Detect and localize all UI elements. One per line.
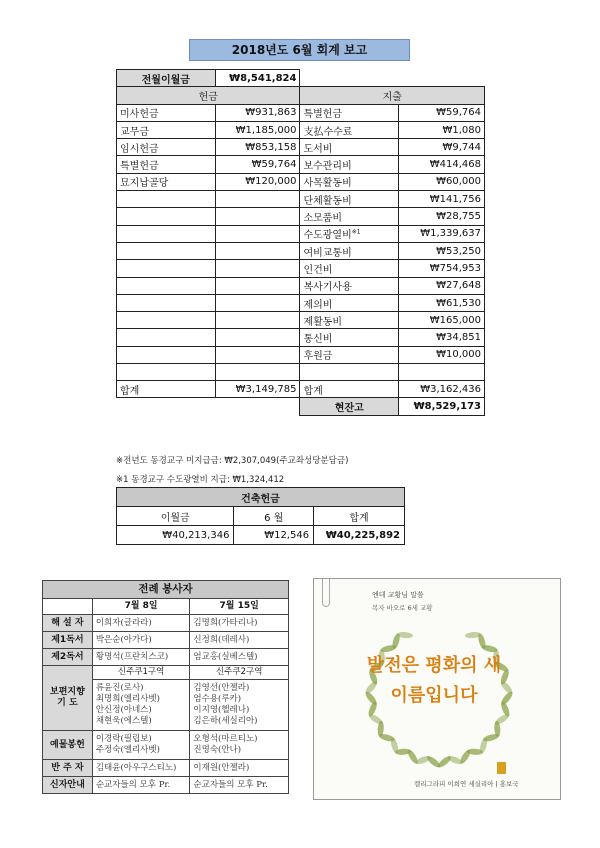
expense-total-value: ₩3,162,436	[399, 381, 485, 398]
server-2: 이재원(안젤라)	[190, 760, 289, 777]
reader2-2: 엄교홍(실베스텔)	[190, 649, 289, 666]
prayer-2-2: 이지영(헬레나)	[193, 705, 250, 715]
building-fund-table	[116, 487, 405, 545]
income-value: ₩931,863	[215, 104, 300, 121]
income-label: 특별헌금	[117, 156, 216, 173]
offertory-1-0: 이경락(필립보)	[95, 734, 152, 744]
date-1: 7월 8일	[92, 599, 190, 615]
income-value: ₩120,000	[215, 173, 300, 190]
expense-header: 지출	[300, 87, 485, 104]
building-col-carryover: 이월금	[117, 507, 234, 526]
expense-label: 제의비	[300, 294, 399, 311]
paperclip-icon	[322, 578, 330, 607]
income-value: ₩853,158	[215, 139, 300, 156]
building-total-value: ₩40,225,892	[314, 526, 405, 545]
finance-row	[117, 191, 485, 208]
finance-row	[117, 156, 485, 173]
seal-icon	[497, 762, 506, 774]
footnote-mark: ※1	[351, 228, 361, 236]
income-value	[215, 294, 300, 311]
expense-label: 소모품비	[300, 208, 399, 225]
finance-table	[116, 69, 485, 416]
building-col-total: 합계	[314, 507, 405, 526]
expense-label: 복사기사용	[300, 277, 399, 294]
finance-row	[117, 346, 485, 363]
prev-balance-value: ₩8,541,824	[215, 70, 300, 87]
parish-2: 신주쿠2구역	[190, 666, 289, 680]
income-label	[117, 329, 216, 346]
prayer-2-1: 엄수용(루카)	[193, 694, 242, 704]
finance-row	[117, 225, 485, 242]
role-prayer: 보편지향 기 도	[43, 666, 93, 731]
expense-label: 사목활동비	[300, 173, 399, 190]
balance-value: ₩8,529,173	[399, 398, 485, 415]
expense-value: ₩61,530	[399, 294, 485, 311]
role-reader2: 제2독서	[43, 649, 93, 666]
expense-total-label: 합계	[300, 381, 399, 398]
income-value	[215, 260, 300, 277]
income-label: 미사헌금	[117, 104, 216, 121]
income-label	[117, 191, 216, 208]
date-2: 7월 15일	[190, 599, 289, 615]
income-total-value: ₩3,149,785	[215, 381, 300, 398]
offertory-2-0: 오형석(마르티노)	[193, 734, 258, 744]
expense-label: 보수관리비	[300, 156, 399, 173]
income-label: 임시헌금	[117, 139, 216, 156]
prayer-1-2: 안신정(아네스)	[95, 705, 152, 715]
prayer-list-1	[92, 680, 190, 731]
notes	[116, 452, 348, 490]
income-value	[215, 225, 300, 242]
role-guide: 신자안내	[43, 777, 93, 794]
expense-label: 후원금	[300, 346, 399, 363]
finance-row	[117, 277, 485, 294]
prayer-1-3: 채현욱(에스텔)	[95, 716, 152, 726]
expense-value: ₩9,744	[399, 139, 485, 156]
building-month-value: ₩12,546	[234, 526, 314, 545]
guide-2: 순교자들의 모후 Pr.	[190, 777, 289, 794]
note-1: ※전년도 동경교구 미지급금: ₩2,307,049(주교좌성당분담금)	[116, 456, 349, 466]
expense-value: ₩59,764	[399, 104, 485, 121]
offertory-list-2	[190, 731, 289, 760]
note-2: ※1 동경교구 수도광열비 지급: ₩1,324,412	[116, 475, 285, 485]
income-label	[117, 225, 216, 242]
report-title: 2018년도 6월 회계 보고	[189, 39, 410, 61]
expense-value: ₩10,000	[399, 346, 485, 363]
expense-value: ₩34,851	[399, 329, 485, 346]
server-1: 김태윤(아우구스티노)	[92, 760, 190, 777]
income-label	[117, 277, 216, 294]
expense-value: ₩1,080	[399, 121, 485, 138]
income-value	[215, 329, 300, 346]
building-fund-title: 건축헌금	[117, 488, 405, 507]
parish-1: 신주쿠1구역	[92, 666, 190, 680]
expense-value: ₩60,000	[399, 173, 485, 190]
expense-label: 수도광열비$^{※1}$	[300, 225, 399, 242]
income-value	[215, 277, 300, 294]
income-label	[117, 312, 216, 329]
reader2-1: 황명석(프란치스코)	[92, 649, 190, 666]
role-commentator: 해 설 자	[43, 615, 93, 632]
finance-row	[117, 242, 485, 259]
expense-label: 支払수수료	[300, 121, 399, 138]
expense-label: 인건비	[300, 260, 399, 277]
income-value: ₩59,764	[215, 156, 300, 173]
offertory-1-1: 주정숙(엘리사벳)	[95, 745, 160, 755]
prayer-list-2	[190, 680, 289, 731]
prayer-2-0: 김영선(안젤라)	[193, 683, 250, 693]
income-header: 헌금	[117, 87, 300, 104]
liturgy-servers-table	[42, 580, 289, 794]
income-value: ₩1,185,000	[215, 121, 300, 138]
reader1-1: 박은순(아가다)	[92, 632, 190, 649]
expense-value: ₩414,468	[399, 156, 485, 173]
income-value	[215, 346, 300, 363]
finance-row	[117, 173, 485, 190]
commentator-1: 이희자(글라라)	[92, 615, 190, 632]
expense-value: ₩27,648	[399, 277, 485, 294]
income-label	[117, 242, 216, 259]
income-total-label: 합계	[117, 381, 216, 398]
finance-row	[117, 139, 485, 156]
building-carryover-value: ₩40,213,346	[117, 526, 234, 545]
finance-row	[117, 260, 485, 277]
card-signature: 캘리그라피 이희연 세실리아 | 홍보국	[414, 780, 519, 788]
expense-label: 특별헌금	[300, 104, 399, 121]
servers-title: 전례 봉사자	[43, 581, 289, 599]
expense-label: 통신비	[300, 329, 399, 346]
finance-row	[117, 121, 485, 138]
income-label	[117, 346, 216, 363]
expense-value: ₩1,339,637	[399, 225, 485, 242]
commentator-2: 김명희(가타리나)	[190, 615, 289, 632]
finance-row	[117, 312, 485, 329]
expense-value: ₩754,953	[399, 260, 485, 277]
expense-label: 제활동비	[300, 312, 399, 329]
prayer-1-0: 류윤진(로사)	[95, 683, 144, 693]
role-reader1: 제1독서	[43, 632, 93, 649]
card-tag-2: 복자 바오로 6세 교황	[372, 604, 433, 612]
expense-label: 단체활동비	[300, 191, 399, 208]
income-value	[215, 312, 300, 329]
expense-value: ₩53,250	[399, 242, 485, 259]
income-value	[215, 191, 300, 208]
income-value	[215, 208, 300, 225]
building-col-month: 6 월	[234, 507, 314, 526]
finance-row	[117, 294, 485, 311]
prev-balance-label: 전월이월금	[117, 70, 216, 87]
guide-1: 순교자들의 모후 Pr.	[92, 777, 190, 794]
offertory-list-1	[92, 731, 190, 760]
prayer-2-3: 김은하(세실리아)	[193, 716, 258, 726]
expense-value: ₩141,756	[399, 191, 485, 208]
income-value	[215, 242, 300, 259]
income-label	[117, 208, 216, 225]
prayer-1-1: 최명희(엘리사벳)	[95, 694, 160, 704]
expense-value: ₩28,755	[399, 208, 485, 225]
expense-label: 도서비	[300, 139, 399, 156]
role-offertory: 예물봉헌	[43, 731, 93, 760]
balance-label: 현잔고	[300, 398, 399, 415]
role-server: 반 주 자	[43, 760, 93, 777]
income-label	[117, 294, 216, 311]
income-label: 묘지납골당	[117, 173, 216, 190]
expense-value: ₩165,000	[399, 312, 485, 329]
finance-row	[117, 208, 485, 225]
expense-label: 여비교통비	[300, 242, 399, 259]
income-label: 교무금	[117, 121, 216, 138]
offertory-2-1: 진명숙(안나)	[193, 745, 242, 755]
reader1-2: 신정희(데레사)	[190, 632, 289, 649]
card-caption: 발전은 평화의 새이름입니다	[366, 655, 502, 706]
calligraphy-card	[313, 578, 561, 800]
income-label	[117, 260, 216, 277]
card-tag-1: 엔데 교황님 말씀	[372, 591, 424, 599]
finance-row	[117, 104, 485, 121]
finance-row	[117, 329, 485, 346]
